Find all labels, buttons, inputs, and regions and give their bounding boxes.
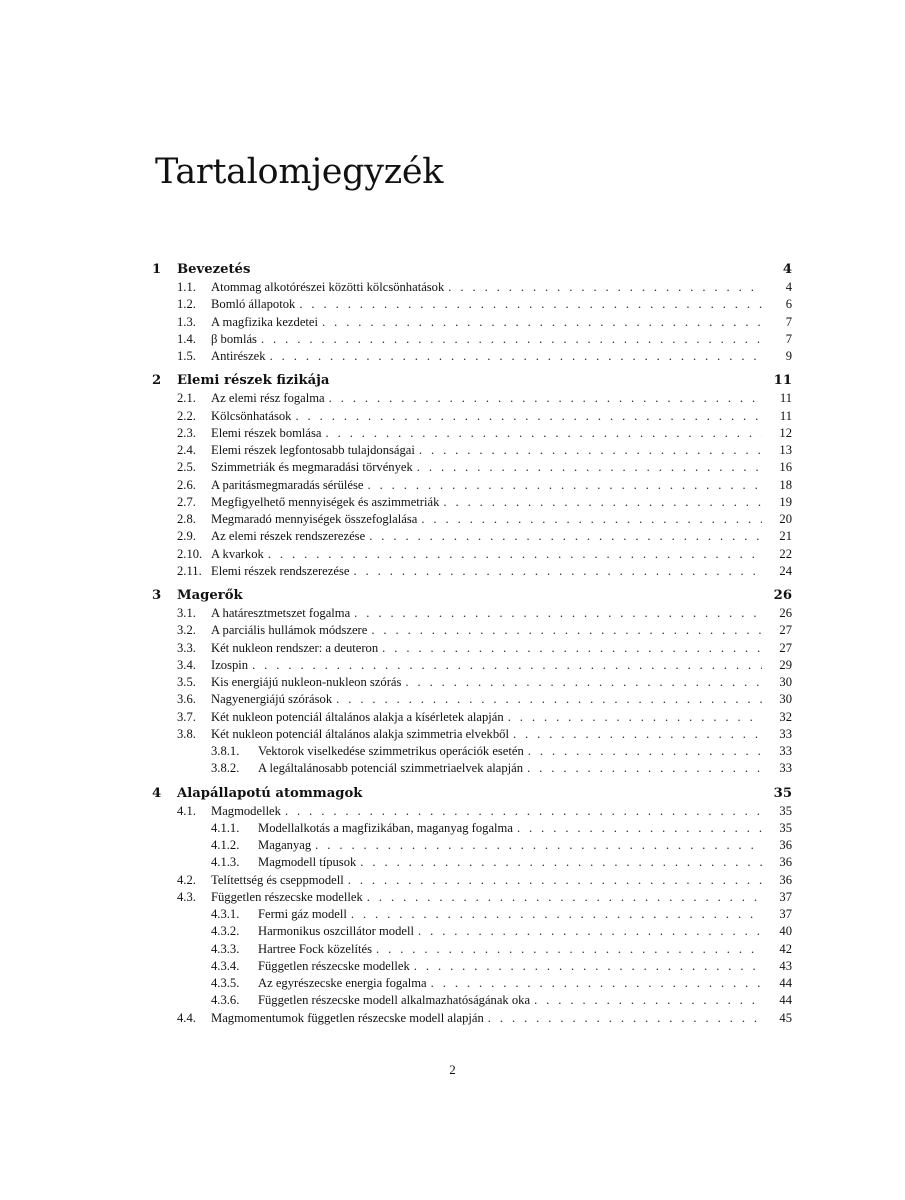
dot-leader: [448, 279, 762, 296]
dot-leader: [414, 958, 762, 975]
toc-entry-number: 4.1.: [177, 803, 196, 818]
toc-entry-page: 26: [773, 588, 792, 603]
toc-entry-number: 2: [152, 373, 162, 389]
toc-section-entry[interactable]: [152, 605, 792, 622]
page-title: Tartalomjegyzék: [155, 152, 444, 192]
toc-section-entry[interactable]: [152, 1010, 792, 1027]
toc-entry-title[interactable]: Magerők: [177, 588, 243, 603]
toc-entry-page: 35: [773, 785, 792, 801]
dot-leader: [348, 872, 762, 889]
toc-entry-page: 27: [779, 640, 792, 655]
toc-entry-title[interactable]: Antirészek: [211, 348, 270, 365]
toc-section-entry[interactable]: [152, 674, 792, 691]
toc-entry-title[interactable]: Magmomentumok független részecske modell alapján: [211, 1010, 488, 1027]
toc-section-entry[interactable]: [152, 442, 792, 459]
toc-entry-title[interactable]: A parciális hullámok módszere: [211, 622, 371, 639]
toc-entry-number: 2.5.: [177, 460, 196, 475]
toc-entry-title[interactable]: Kölcsönhatások: [211, 408, 295, 425]
toc-entry-number: 4.1.2.: [211, 838, 240, 852]
toc-section-entry[interactable]: [152, 477, 792, 494]
toc-entry-page: 30: [779, 692, 792, 707]
toc-entry-number: 3.1.: [177, 606, 196, 620]
toc-section-entry[interactable]: [152, 622, 792, 639]
toc-entry-number: 2.11.: [177, 563, 202, 578]
toc-entry-number: 2.10.: [177, 546, 203, 561]
toc-sub-entry[interactable]: [152, 958, 792, 975]
toc-entry-title[interactable]: Atommag alkotórészei közötti kölcsönhatások: [211, 279, 448, 296]
toc-entry-title[interactable]: Független részecske modellek: [211, 889, 367, 906]
toc-entry-page: 35: [779, 820, 792, 835]
toc-entry-title[interactable]: Kis energiájú nukleon-nukleon szórás: [211, 674, 405, 691]
dot-leader: [315, 837, 762, 854]
toc-entry-title[interactable]: Magmodellek: [211, 803, 285, 820]
toc-entry-number: 1: [152, 262, 162, 277]
toc-entry-number: 4.1.3.: [211, 855, 240, 870]
dot-leader: [326, 425, 762, 442]
toc-section-entry[interactable]: [152, 691, 792, 708]
dot-leader: [336, 691, 762, 708]
toc-entry-number: 3.8.: [177, 726, 196, 741]
dot-leader: [322, 314, 762, 331]
toc-section-entry[interactable]: [152, 296, 792, 313]
toc-entry-number: 4.1.1.: [211, 820, 240, 835]
dot-leader: [513, 726, 762, 743]
toc-entry-page: 12: [779, 425, 792, 440]
toc-entry-number: 3.7.: [177, 709, 196, 724]
toc-entry-page: 33: [779, 726, 792, 741]
dot-leader: [371, 622, 762, 639]
toc-entry-number: 4.4.: [177, 1010, 196, 1025]
toc-section-entry[interactable]: [152, 425, 792, 442]
dot-leader: [369, 528, 762, 545]
toc-entry-page: 45: [779, 1010, 792, 1025]
toc-section-entry[interactable]: [152, 709, 792, 726]
toc-section-entry[interactable]: [152, 314, 792, 331]
toc-entry-page: 13: [779, 443, 792, 457]
toc-entry-title[interactable]: Szimmetriák és megmaradási törvények: [211, 459, 417, 476]
toc-sub-entry[interactable]: [152, 837, 792, 854]
toc-entry-title[interactable]: β bomlás: [211, 331, 261, 348]
toc-entry-title[interactable]: Telítettség és cseppmodell: [211, 872, 348, 889]
toc-entry-page: 29: [779, 657, 792, 672]
toc-entry-number: 3.8.2.: [211, 761, 240, 776]
dot-leader: [367, 889, 762, 906]
toc-entry-title[interactable]: Független részecske modell alkalmazhatóságának oka: [258, 992, 534, 1009]
toc-chapter-entry[interactable]: [152, 784, 792, 803]
toc-chapter-entry[interactable]: [152, 260, 792, 279]
dot-leader: [270, 348, 762, 365]
toc-section-entry[interactable]: [152, 657, 792, 674]
toc-entry-title[interactable]: A legáltalánosabb potenciál szimmetriaelvek alapján: [258, 760, 527, 777]
toc-chapter-entry[interactable]: [152, 371, 792, 390]
toc-entry-number: 3.2.: [177, 623, 196, 638]
toc-section-entry[interactable]: [152, 459, 792, 476]
toc-entry-page: 9: [785, 349, 792, 363]
toc-entry-page: 40: [779, 924, 792, 939]
toc-entry-number: 3: [152, 588, 162, 603]
toc-entry-page: 35: [779, 803, 792, 818]
toc-entry-title[interactable]: Az egyrészecske energia fogalma: [258, 975, 431, 992]
dot-leader: [431, 975, 762, 992]
toc-entry-page: 4: [785, 280, 792, 294]
toc-section-entry[interactable]: [152, 331, 792, 348]
dot-leader: [299, 296, 762, 313]
toc-entry-title[interactable]: Két nukleon rendszer: a deuteron: [211, 640, 382, 657]
toc-entry-title[interactable]: A magfizika kezdetei: [211, 314, 322, 331]
dot-leader: [268, 546, 762, 563]
dot-leader: [534, 992, 762, 1009]
dot-leader: [285, 803, 762, 820]
toc-entry-page: 4: [782, 262, 792, 277]
toc-entry-title[interactable]: Maganyag: [258, 837, 315, 854]
toc-entry-number: 2.1.: [177, 391, 196, 406]
dot-leader: [360, 854, 762, 871]
toc-section-entry[interactable]: [152, 390, 792, 407]
dot-leader: [418, 923, 762, 940]
toc-entry-number: 4.2.: [177, 872, 196, 887]
toc-entry-page: 44: [779, 976, 792, 990]
toc-entry-title[interactable]: Az elemi részek rendszerezése: [211, 528, 369, 545]
toc-entry-number: 2.2.: [177, 408, 196, 423]
dot-leader: [405, 674, 762, 691]
dot-leader: [295, 408, 762, 425]
toc-entry-title[interactable]: Harmonikus oszcillátor modell: [258, 923, 418, 940]
toc-entry-number: 1.5.: [177, 349, 196, 363]
toc-entry-number: 1.3.: [177, 314, 196, 329]
toc-entry-number: 4.3.5.: [211, 976, 240, 990]
toc-entry-page: 44: [779, 993, 792, 1008]
toc-entry-title[interactable]: Alapállapotú atommagok: [177, 785, 363, 801]
toc-entry-page: 32: [779, 709, 792, 724]
toc-section-entry[interactable]: [152, 872, 792, 889]
toc-section-entry[interactable]: [152, 279, 792, 296]
toc-entry-number: 2.9.: [177, 529, 196, 544]
toc-sub-entry[interactable]: [152, 992, 792, 1009]
toc-entry-title[interactable]: Megmaradó mennyiségek összefoglalása: [211, 511, 421, 528]
toc-chapter-entry[interactable]: [152, 586, 792, 605]
toc-entry-page: 18: [779, 477, 792, 492]
toc-entry-page: 11: [779, 391, 792, 406]
toc-sub-entry[interactable]: [152, 820, 792, 837]
toc-entry-number: 3.5.: [177, 675, 196, 689]
toc-sub-entry[interactable]: [152, 941, 792, 958]
toc-entry-title[interactable]: Hartree Fock közelítés: [258, 941, 376, 958]
toc-sub-entry[interactable]: [152, 906, 792, 923]
toc-sub-entry[interactable]: [152, 854, 792, 871]
dot-leader: [419, 442, 762, 459]
toc-entry-number: 2.6.: [177, 477, 196, 492]
toc-entry-title[interactable]: Magmodell típusok: [258, 854, 360, 871]
toc-entry-title[interactable]: A paritásmegmaradás sérülése: [211, 477, 367, 494]
dot-leader: [443, 494, 762, 511]
toc-entry-page: 20: [779, 512, 792, 526]
toc-entry-page: 22: [779, 546, 792, 561]
toc-entry-title[interactable]: Az elemi rész fogalma: [211, 390, 329, 407]
toc-section-entry[interactable]: [152, 348, 792, 365]
dot-leader: [353, 563, 762, 580]
toc-section-entry[interactable]: [152, 889, 792, 906]
toc-entry-page: 33: [779, 744, 792, 758]
toc-entry-page: 24: [779, 563, 792, 578]
dot-leader: [376, 941, 762, 958]
dot-leader: [351, 906, 762, 923]
toc-section-entry[interactable]: [152, 546, 792, 563]
toc-section-entry[interactable]: [152, 494, 792, 511]
dot-leader: [367, 477, 762, 494]
toc-entry-page: 6: [785, 297, 792, 312]
toc-section-entry[interactable]: [152, 563, 792, 580]
toc-entry-page: 27: [779, 623, 792, 638]
toc-entry-number: 2.8.: [177, 512, 196, 526]
dot-leader: [329, 390, 762, 407]
toc-section-entry[interactable]: [152, 408, 792, 425]
dot-leader: [517, 820, 762, 837]
toc-entry-page: 36: [779, 855, 792, 870]
dot-leader: [252, 657, 762, 674]
toc-entry-page: 7: [785, 314, 792, 329]
toc-entry-title[interactable]: Elemi részek rendszerezése: [211, 563, 353, 580]
toc-entry-page: 36: [779, 838, 792, 852]
toc-entry-page: 37: [779, 889, 792, 904]
toc-sub-entry[interactable]: [152, 923, 792, 940]
toc-entry-number: 3.3.: [177, 640, 196, 655]
toc-entry-title[interactable]: Nagyenergiájú szórások: [211, 691, 336, 708]
toc-entry-number: 4.3.3.: [211, 941, 240, 956]
toc-section-entry[interactable]: [152, 640, 792, 657]
dot-leader: [528, 743, 762, 760]
dot-leader: [261, 331, 762, 348]
toc-entry-number: 4: [152, 785, 162, 801]
toc-entry-number: 4.3.2.: [211, 924, 240, 939]
toc-entry-title[interactable]: Bevezetés: [177, 262, 251, 277]
toc-entry-page: 36: [779, 872, 792, 887]
toc-entry-title[interactable]: Vektorok viselkedése szimmetrikus operációk esetén: [258, 743, 528, 760]
table-of-contents: [152, 260, 792, 1027]
toc-entry-page: 11: [779, 408, 792, 423]
toc-entry-title[interactable]: Elemi részek fizikája: [177, 373, 330, 389]
toc-entry-page: 30: [779, 675, 792, 689]
dot-leader: [527, 760, 762, 777]
toc-section-entry[interactable]: [152, 803, 792, 820]
toc-entry-number: 4.3.6.: [211, 993, 240, 1008]
toc-entry-page: 7: [785, 331, 792, 346]
dot-leader: [417, 459, 762, 476]
toc-entry-title[interactable]: A kvarkok: [211, 546, 268, 563]
toc-entry-page: 16: [779, 460, 792, 475]
toc-entry-number: 1.4.: [177, 331, 196, 346]
toc-entry-title[interactable]: Független részecske modellek: [258, 958, 414, 975]
dot-leader: [354, 605, 762, 622]
dot-leader: [488, 1010, 762, 1027]
toc-entry-number: 3.4.: [177, 657, 196, 672]
dot-leader: [508, 709, 762, 726]
toc-entry-page: 33: [779, 761, 792, 776]
toc-entry-number: 1.1.: [177, 280, 196, 294]
toc-entry-number: 1.2.: [177, 297, 196, 312]
toc-entry-number: 2.3.: [177, 425, 196, 440]
toc-entry-page: 43: [779, 958, 792, 973]
dot-leader: [421, 511, 762, 528]
toc-sub-entry[interactable]: [152, 975, 792, 992]
toc-entry-number: 4.3.: [177, 889, 196, 904]
page-number: 2: [449, 1062, 456, 1077]
toc-entry-number: 3.8.1.: [211, 744, 240, 758]
toc-entry-page: 19: [779, 494, 792, 509]
toc-entry-number: 4.3.1.: [211, 907, 240, 921]
toc-entry-title[interactable]: Két nukleon potenciál általános alakja a kísérletek alapján: [211, 709, 508, 726]
toc-entry-title[interactable]: Fermi gáz modell: [258, 906, 351, 923]
toc-section-entry[interactable]: [152, 726, 792, 743]
toc-entry-number: 2.7.: [177, 494, 196, 509]
toc-entry-title[interactable]: A határesztmetszet fogalma: [211, 605, 354, 622]
toc-section-entry[interactable]: [152, 511, 792, 528]
toc-entry-page: 42: [779, 941, 792, 956]
toc-entry-number: 4.3.4.: [211, 958, 240, 973]
toc-entry-title[interactable]: Modellalkotás a magfizikában, maganyag fogalma: [258, 820, 517, 837]
dot-leader: [382, 640, 762, 657]
toc-entry-title[interactable]: Megfigyelhető mennyiségek és aszimmetriák: [211, 494, 443, 511]
toc-sub-entry[interactable]: [152, 743, 792, 760]
toc-entry-number: 2.4.: [177, 443, 196, 457]
toc-sub-entry[interactable]: [152, 760, 792, 777]
toc-entry-page: 37: [779, 907, 792, 921]
toc-entry-page: 21: [779, 529, 792, 544]
toc-entry-title[interactable]: Elemi részek bomlása: [211, 425, 326, 442]
toc-section-entry[interactable]: [152, 528, 792, 545]
toc-entry-title[interactable]: Bomló állapotok: [211, 296, 299, 313]
toc-entry-number: 3.6.: [177, 692, 196, 707]
toc-entry-title[interactable]: Elemi részek legfontosabb tulajdonságai: [211, 442, 419, 459]
toc-entry-page: 26: [779, 606, 792, 620]
toc-entry-page: 11: [773, 373, 792, 389]
toc-entry-title[interactable]: Izospin: [211, 657, 252, 674]
toc-entry-title[interactable]: Két nukleon potenciál általános alakja szimmetria elvekből: [211, 726, 513, 743]
